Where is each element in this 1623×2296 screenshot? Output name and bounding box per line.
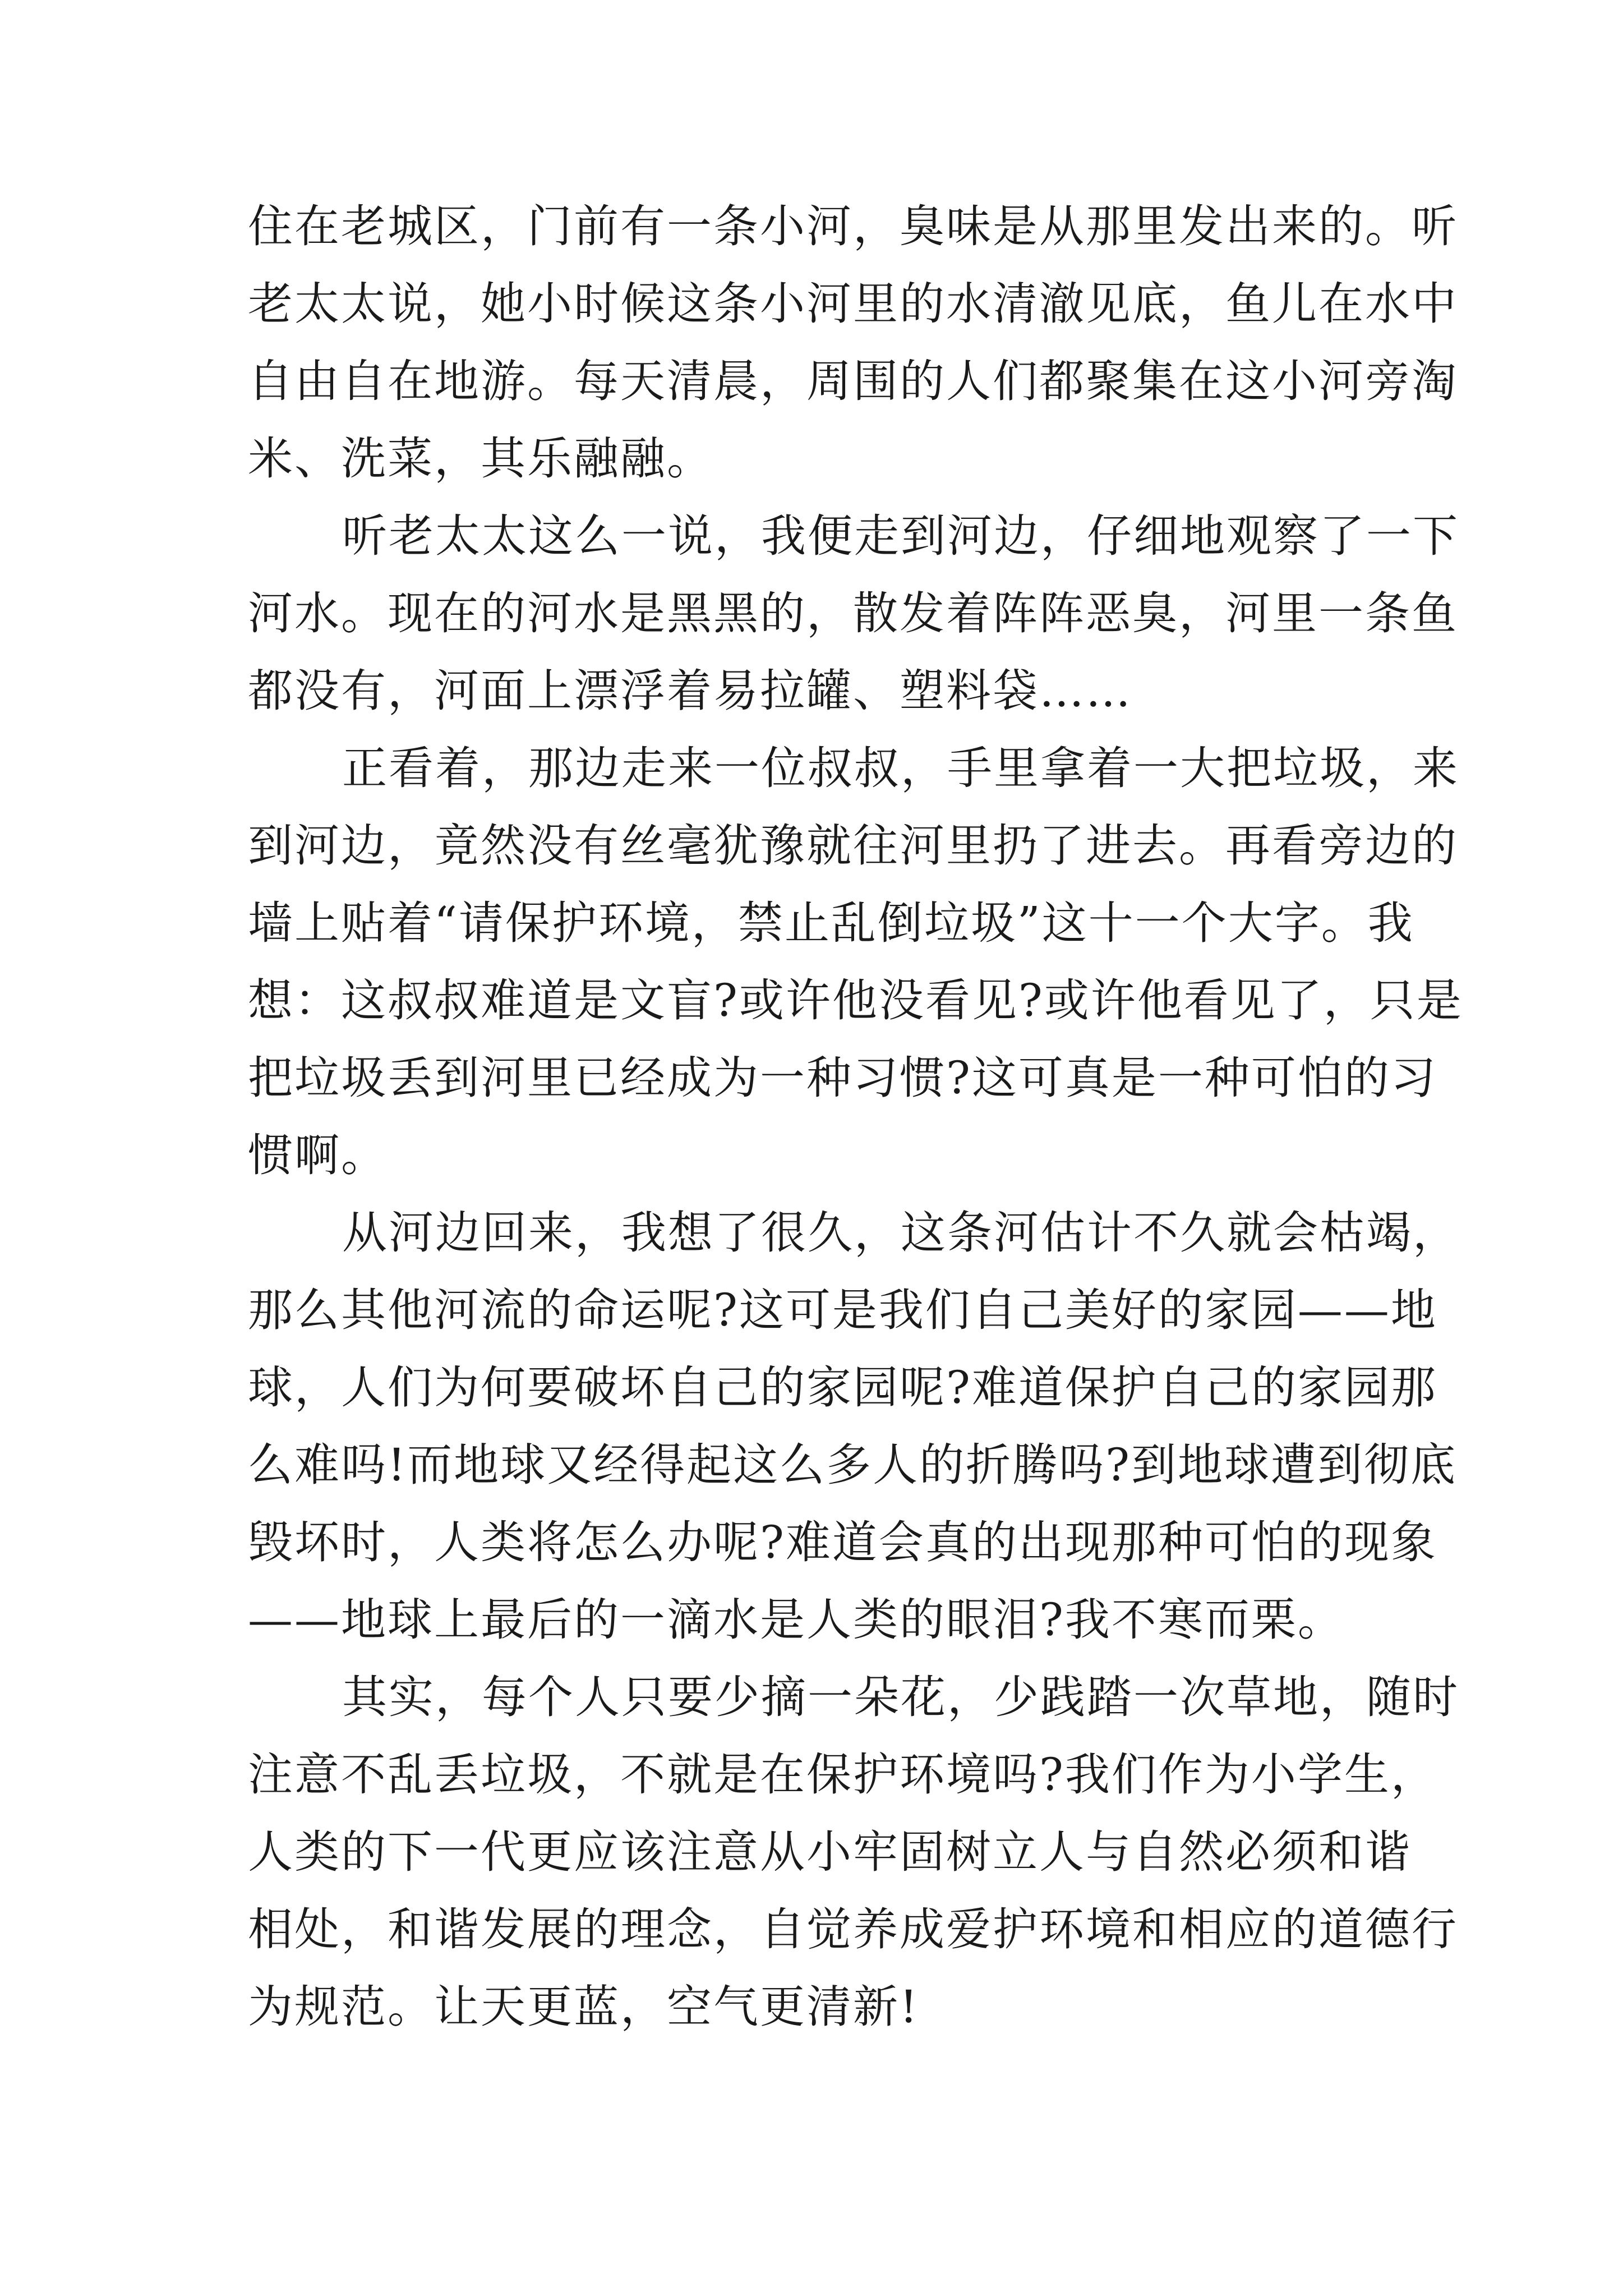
paragraph	[248, 1659, 1459, 2046]
text-line: ——地球上最后的一滴水是人类的眼泪?我不寒而栗。	[248, 1594, 1344, 1646]
text-line: 为规范。让天更蓝，空气更清新!	[248, 1981, 920, 2033]
text-line: 米、洗菜，其乐融融。	[248, 432, 713, 485]
text-line: 河水。现在的河水是黑黑的，散发着阵阵恶臭，河里一条鱼	[248, 587, 1458, 639]
text-line: 惯啊。	[248, 1129, 388, 1181]
text-line: 正看着，那边走来一位叔叔，手里拿着一大把垃圾，来	[342, 742, 1459, 794]
text-line: 想：这叔叔难道是文盲?或许他没看见?或许他看见了，只是	[248, 974, 1463, 1027]
text-line: 从河边回来，我想了很久，这条河估计不久就会枯竭，	[342, 1207, 1459, 1259]
text-line: 墙上贴着“请保护环境，禁止乱倒垃圾”这十一个大字。我	[248, 897, 1414, 949]
text-line: 球，人们为何要破坏自己的家园呢?难道保护自己的家园那	[248, 1361, 1437, 1414]
text-line: 把垃圾丢到河里已经成为一种习惯?这可真是一种可怕的习	[248, 1052, 1437, 1104]
text-line: 自由自在地游。每天清晨，周围的人们都聚集在这小河旁淘	[248, 355, 1458, 407]
text-line: 人类的下一代更应该注意从小牢固树立人与自然必须和谐	[248, 1826, 1412, 1878]
text-line: 都没有，河面上漂浮着易拉罐、塑料袋……	[248, 665, 1132, 717]
text-line: 其实，每个人只要少摘一朵花，少践踏一次草地，随时	[342, 1671, 1459, 1723]
paragraph	[248, 498, 1459, 730]
text-line: 住在老城区，门前有一条小河，臭味是从那里发出来的。听	[248, 200, 1458, 252]
text-line: 毁坏时，人类将怎么办呢?难道会真的出现那种可怕的现象	[248, 1516, 1437, 1568]
text-line: 老太太说，她小时候这条小河里的水清澈见底，鱼儿在水中	[248, 278, 1458, 330]
text-line: 注意不乱丢垃圾，不就是在保护环境吗?我们作为小学生，	[248, 1749, 1437, 1801]
text-line: 相处，和谐发展的理念，自觉养成爱护环境和相应的道德行	[248, 1903, 1458, 1955]
text-line: 么难吗!而地球又经得起这么多人的折腾吗?到地球遭到彻底	[248, 1439, 1458, 1491]
text-line: 那么其他河流的命运呢?这可是我们自己美好的家园——地	[248, 1284, 1437, 1336]
paragraph	[248, 188, 1458, 498]
text-line: 到河边，竟然没有丝毫犹豫就往河里扔了进去。再看旁边的	[248, 820, 1458, 872]
paragraph	[248, 730, 1463, 1194]
paragraph	[248, 1194, 1459, 1659]
document-body	[248, 188, 1463, 2046]
text-line: 听老太太这么一说，我便走到河边，仔细地观察了一下	[342, 510, 1459, 562]
